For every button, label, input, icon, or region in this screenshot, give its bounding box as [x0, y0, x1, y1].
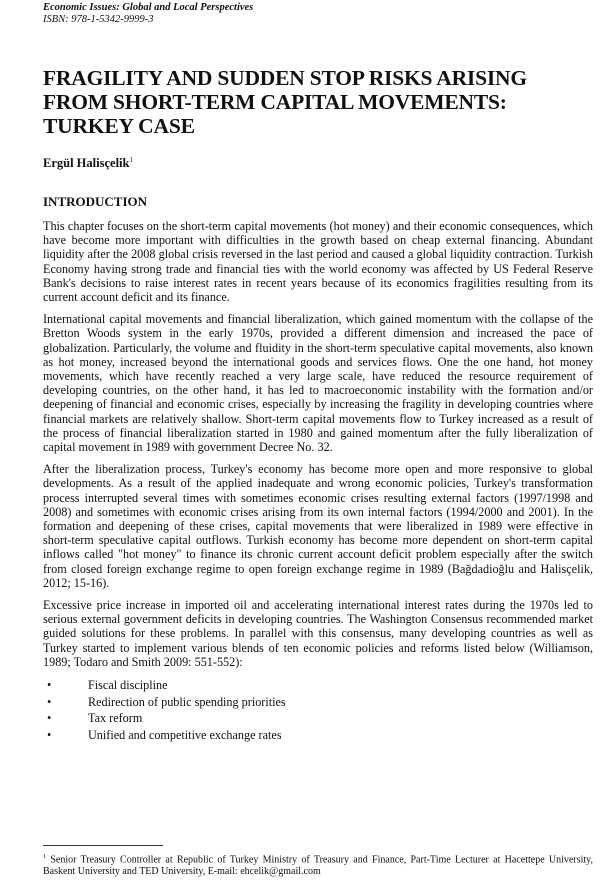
- list-item: [43, 727, 593, 744]
- list-item-text: Redirection of public spending priorities: [88, 694, 286, 709]
- footnote: [43, 851, 593, 878]
- paragraph: Excessive price increase in imported oil and accelerating international interest rates during the 1970s led to serious external government deficits in developing countries. The Washington Consensus recommended market guided solutions for these problems. In parallel with this consensus, many developing countries as well as Turkey started to implement various blends of ten economic policies and reforms listed below (Williamson, 1989; Todaro and Smith 2009: 551-552):: [43, 598, 593, 669]
- author-footnote-marker: 1: [129, 156, 133, 164]
- author-name: Ergül Halisçelik: [43, 156, 130, 171]
- bullet-icon: •: [47, 694, 52, 709]
- paragraph: After the liberalization process, Turkey's economy has become more open and more responsive to global developments. As a result of the applied inadequate and wrong economic policies, Turkey's transformation process interrupted several times with sometimes economic crises resulting external factors (1997/1998 and 2008) and sometimes with economic crises arising from its own internal factors (1994/2000 and 2001). In the formation and deepening of these crises, capital movements that were liberalized in 1989 were effective in short-term speculative capital outflows. Turkish economy has become more dependent on short-term capital inflows called "hot money" to finance its chronic current account deficit problem especially after the switch from closed foreign exchange regime to open foreign exchange regime in 1989 (Bağdadioğlu and Halisçelik, 2012; 15-16).: [43, 462, 593, 590]
- bullet-icon: •: [47, 711, 52, 726]
- bullet-icon: •: [47, 727, 52, 742]
- footnote-divider: [43, 845, 163, 846]
- list-item: [43, 710, 593, 727]
- running-head: [43, 2, 253, 26]
- list-item-text: Tax reform: [88, 711, 143, 726]
- footnote-marker: 1: [43, 854, 46, 860]
- paragraph: International capital movements and financial liberalization, which gained momentum with the collapse of the Bretton Woods system in the early 1970s, provided a different dimension and increased the pace of globalization. Particularly, the volume and fluidity in the short-term speculative capital movements, also known as hot money, increased beyond the international goods and services flows. One the one hand, hot money movements, which have recently reached a very large scale, have reduced the resource requirement of developing countries, on the other hand, it has led to macroeconomic instability with the formation and/or deepening of financial and economic crises, especially by increasing the fragility in developing countries where financial markets are relatively shallow. Short-term capital movements flow to Turkey increased as a result of the process of financial liberalization started in 1980 and gained momentum after the fully liberalization of capital movement in 1989 with government Decree No. 32.: [43, 312, 593, 455]
- list-item-text: Fiscal discipline: [88, 678, 168, 693]
- list-item: [43, 694, 593, 711]
- bullet-icon: •: [47, 678, 52, 693]
- bullet-list: [43, 677, 593, 743]
- body-text: [43, 219, 593, 743]
- list-item: [43, 677, 593, 694]
- chapter-title: FRAGILITY AND SUDDEN STOP RISKS ARISING FROM SHORT-TERM CAPITAL MOVEMENTS: TURKEY CASE: [43, 66, 527, 138]
- section-heading: INTRODUCTION: [43, 194, 148, 209]
- paragraph: This chapter focuses on the short-term capital movements (hot money) and their economic consequences, which have become more important with difficulties in the growth based on cheap external financing. Abundant liquidity after the 2008 global crisis reversed in the last period and caused a global liquidity contraction. Turkish Economy having strong trade and financial ties with the world economy was affected by US Federal Reserve Bank's decisions to raise interest rates in recent years because of its economics fragilities resulting from its current account deficit and its finance.: [43, 219, 593, 305]
- author-line: [43, 156, 133, 171]
- footnote-text: Senior Treasury Controller at Republic of Turkey Ministry of Treasury and Finance, Part-Time Lecturer at Hacettepe University, Baskent University and TED University, E-mail: ehcelik@gmail.com: [43, 854, 594, 878]
- series-title: Economic Issues: Global and Local Perspectives: [43, 2, 254, 13]
- list-item-text: Unified and competitive exchange rates: [88, 727, 282, 742]
- isbn: ISBN: 978-1-5342-9999-3: [43, 14, 154, 25]
